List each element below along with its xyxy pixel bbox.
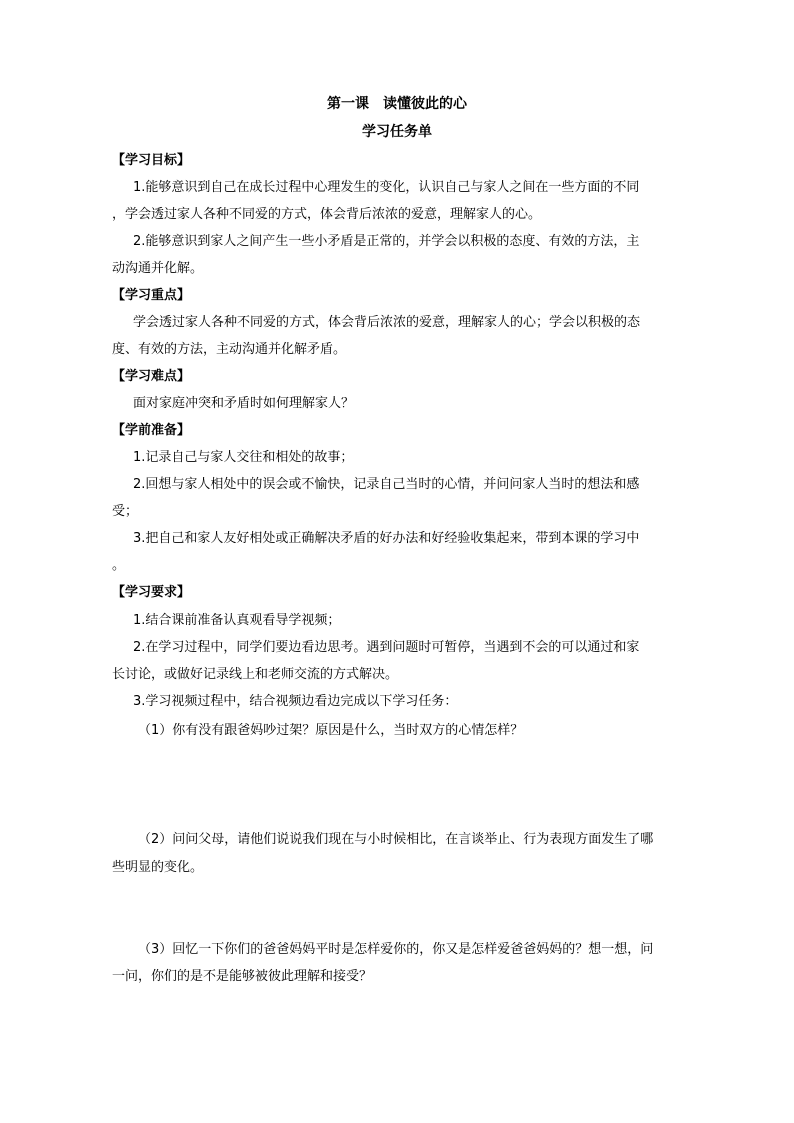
task-question-2: （2）问问父母，请他们说说我们现在与小时候相比，在言谈举止、行为表现方面发生了哪 — [138, 832, 654, 847]
task-question-2: 些明显的变化。 — [112, 860, 204, 875]
section-heading-goals: 【学习目标】 — [112, 153, 191, 168]
goals-line: 动沟通并化解。 — [112, 261, 204, 276]
key-points-line: 学会透过家人各种不同爱的方式，体会背后浓浓的爱意，理解家人的心；学会以积极的态 — [133, 315, 641, 330]
task-question-3: （3）回忆一下你们的爸爸妈妈平时是怎样爱你的，你又是怎样爱爸爸妈妈的？想一想，问 — [138, 942, 654, 957]
preparation-line: 受； — [112, 504, 139, 519]
requirements-line: 1.结合课前准备认真观看导学视频； — [133, 613, 341, 628]
goals-line: 1.能够意识到自己在成长过程中心理发生的变化，认识自己与家人之间在一些方面的不同 — [133, 180, 640, 195]
preparation-line: 3.把自己和家人友好相处或正确解决矛盾的好办法和好经验收集起来，带到本课的学习中 — [133, 531, 640, 546]
preparation-line: 。 — [112, 558, 126, 573]
page-subtitle: 学习任务单 — [362, 124, 432, 140]
task-question-1: （1）你有没有跟爸妈吵过架？原因是什么，当时双方的心情怎样？ — [138, 723, 524, 738]
task-question-3: 一问，你们的是不是能够被彼此理解和接受？ — [112, 969, 373, 984]
key-points-line: 度、有效的方法，主动沟通并化解矛盾。 — [112, 342, 347, 357]
section-heading-requirements: 【学习要求】 — [112, 585, 191, 600]
section-heading-key-points: 【学习重点】 — [112, 288, 191, 303]
goals-line: 2.能够意识到家人之间产生一些小矛盾是正常的，并学会以积极的态度、有效的方法，主 — [133, 234, 640, 249]
preparation-line: 2.回想与家人相处中的误会或不愉快，记录自己当时的心情，并问问家人当时的想法和感 — [133, 477, 640, 492]
preparation-line: 1.记录自己与家人交往和相处的故事； — [133, 450, 354, 465]
goals-line: ，学会透过家人各种不同爱的方式，体会背后浓浓的爱意，理解家人的心。 — [112, 207, 542, 222]
requirements-line: 2.在学习过程中，同学们要边看边思考。遇到问题时可暂停，当遇到不会的可以通过和家 — [133, 640, 640, 655]
requirements-line: 3.学习视频过程中，结合视频边看边完成以下学习任务： — [133, 694, 458, 709]
section-heading-preparation: 【学前准备】 — [112, 423, 191, 438]
requirements-line: 长讨论，或做好记录线上和老师交流的方式解决。 — [112, 667, 399, 682]
section-heading-difficulties: 【学习难点】 — [112, 369, 191, 384]
page-title: 第一课 读懂彼此的心 — [327, 96, 467, 112]
difficulties-line: 面对家庭冲突和矛盾时如何理解家人？ — [133, 396, 355, 411]
